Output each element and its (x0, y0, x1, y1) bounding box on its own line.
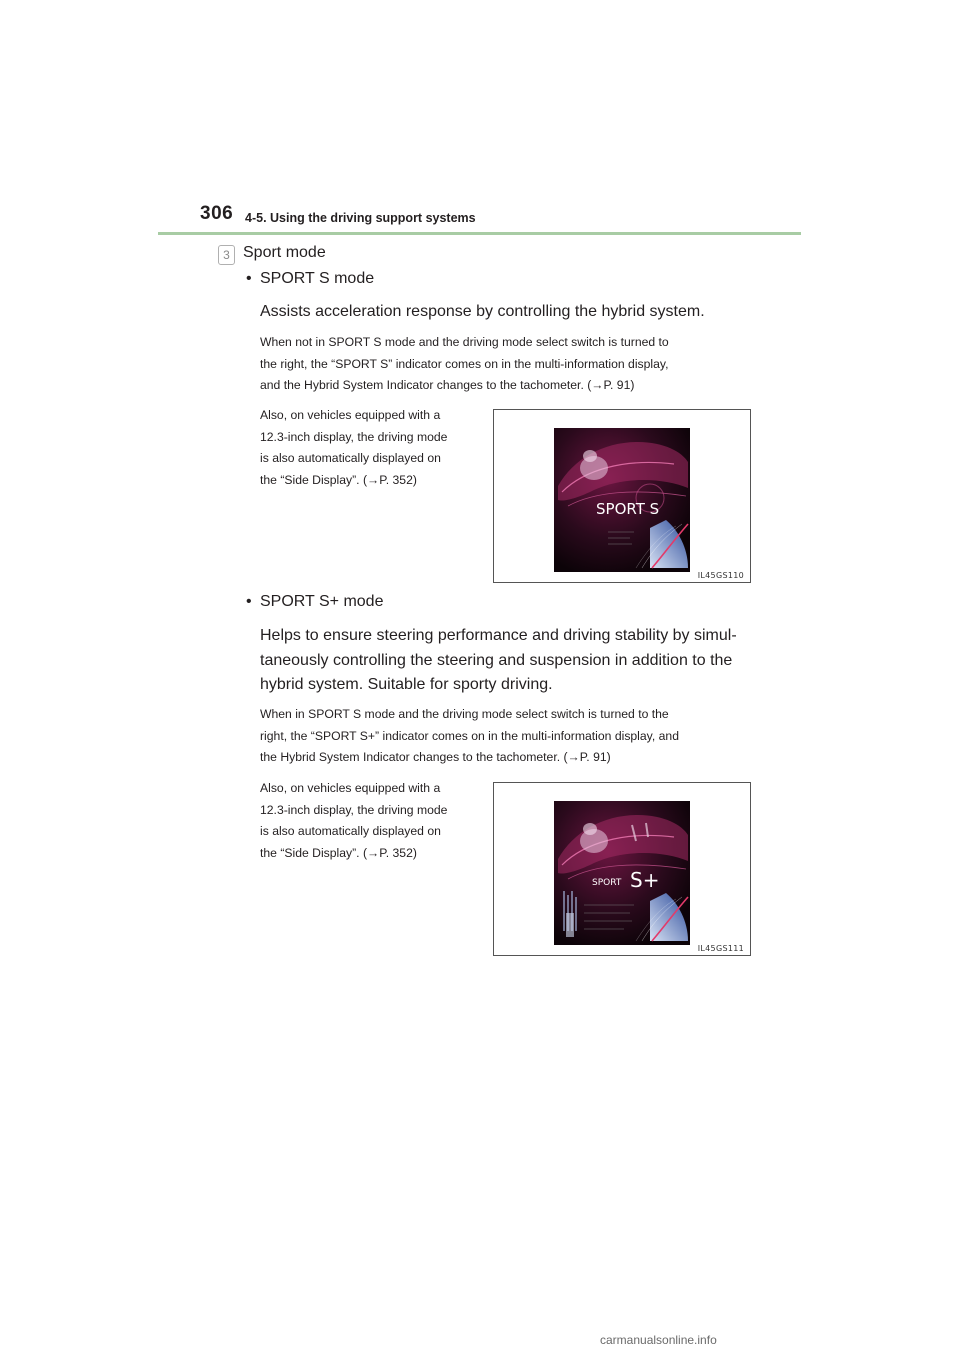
item-title: Sport mode (243, 244, 326, 261)
sport-s-side-note (260, 405, 479, 491)
sport-s-plus-title: SPORT S+ mode (260, 593, 384, 610)
sport-s-title: SPORT S mode (260, 270, 375, 287)
header-divider (158, 232, 801, 235)
bullet-icon: • (246, 270, 252, 287)
description-line: Helps to ensure steering performance and driving stability by simul- (260, 627, 737, 644)
sport-s-note (260, 332, 745, 397)
note-line: the Hybrid System Indicator changes to the tachometer. (→P. 91) (260, 750, 611, 764)
side-note-line: the “Side Display”. (→P. 352) (260, 472, 417, 487)
watermark: carmanualsonline.info (600, 1333, 717, 1347)
sport-s-display-illustration (554, 428, 690, 572)
sport-s-plus-figure-code: IL45GS111 (697, 944, 744, 953)
sport-s-display-screen (554, 428, 690, 572)
sport-s-figure-code: IL45GS110 (697, 571, 744, 580)
note-line: When in SPORT S mode and the driving mode select switch is turned to the (260, 707, 669, 721)
side-note-line: is also automatically displayed on (260, 451, 441, 465)
side-note-line: is also automatically displayed on (260, 824, 441, 838)
sport-s-plus-heading (246, 593, 383, 611)
sport-s-plus-description (260, 624, 750, 698)
note-line: When not in SPORT S mode and the driving mode select switch is turned to (260, 335, 669, 349)
sport-s-plus-note (260, 704, 745, 769)
page-number: 306 (200, 203, 234, 224)
sport-s-screen-label: SPORT S (596, 500, 660, 518)
sport-s-plus-figure (493, 782, 751, 956)
sport-s-plus-screen-label-large: S+ (630, 868, 660, 892)
description-line: hybrid system. Suitable for sporty driving. (260, 676, 553, 693)
sport-s-plus-display-screen (554, 801, 690, 945)
bullet-icon: • (246, 593, 252, 610)
side-note-line: 12.3-inch display, the driving mode (260, 429, 448, 444)
sport-s-plus-side-note (260, 778, 479, 864)
side-note-line: the “Side Display”. (→P. 352) (260, 845, 417, 860)
sport-s-plus-screen-label: SPORT (592, 878, 622, 888)
note-line: the right, the “SPORT S” indicator comes on in the multi-information display, (260, 356, 669, 371)
sport-s-figure (493, 409, 751, 583)
side-note-line: Also, on vehicles equipped with a (260, 781, 441, 795)
item-number-badge: 3 (218, 245, 235, 265)
side-note-line: Also, on vehicles equipped with a (260, 408, 441, 422)
side-note-line: 12.3-inch display, the driving mode (260, 802, 448, 817)
sport-s-heading (246, 270, 374, 288)
sport-s-plus-display-illustration (554, 801, 690, 945)
section-title: 4-5. Using the driving support systems (245, 211, 476, 225)
sport-s-description: Assists acceleration response by controlling the hybrid system. (260, 303, 705, 320)
note-line: right, the “SPORT S+” indicator comes on in the multi-information display, and (260, 728, 679, 743)
description-line: taneously controlling the steering and suspension in addition to the (260, 651, 733, 669)
note-line: and the Hybrid System Indicator changes to the tachometer. (→P. 91) (260, 378, 635, 392)
